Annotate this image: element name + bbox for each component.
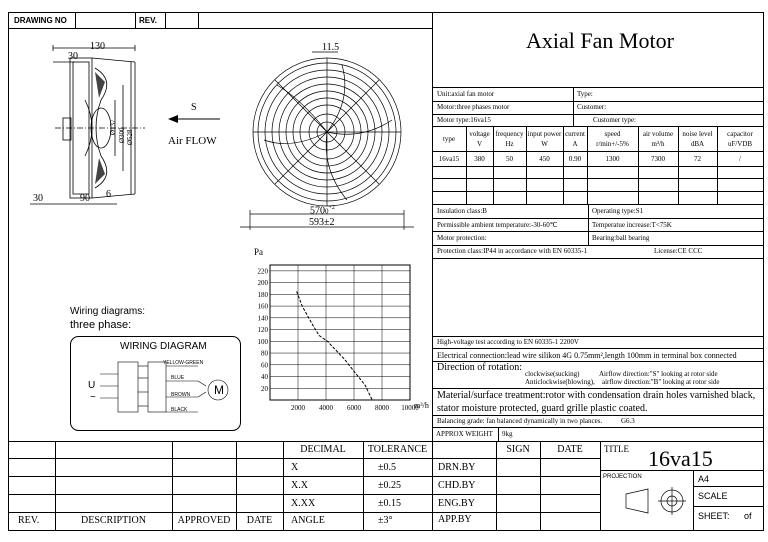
- page-title: Axial Fan Motor: [526, 28, 674, 53]
- spec-customer-type: Customer type:: [593, 116, 636, 124]
- spec-clockwise: clockwise(sucking): [525, 370, 580, 378]
- motor-symbol: M: [214, 383, 224, 397]
- row-frequency: 50: [506, 155, 513, 163]
- tb-app: APP.BY: [438, 514, 472, 525]
- wiring-phase: three phase:: [70, 319, 132, 331]
- x-tick-label: 2000: [291, 404, 305, 412]
- row-air-volume: 7300: [651, 155, 665, 163]
- airflow-arrow-icon: [168, 112, 220, 126]
- dim-30-bottom: 30: [33, 193, 43, 204]
- dim-30-top: 30: [68, 51, 78, 62]
- air-flow-label: Air FLOW: [168, 135, 217, 147]
- col-speed: speed: [604, 130, 621, 138]
- chart-ylabel: Pa: [254, 247, 263, 257]
- col-input-power-unit: W: [541, 140, 548, 148]
- dia-137: Ø137: [109, 119, 117, 135]
- row-voltage: 380: [474, 155, 485, 163]
- spec-airflow-b: airflow direction:"B" looking at rotor side: [602, 378, 720, 386]
- col-capacitor-unit: uF/VDB: [727, 140, 753, 148]
- col-noise: noise level: [682, 130, 713, 138]
- tb-tol-xx-val: ±0.25: [378, 480, 401, 491]
- tb-tol-angle: ANGLE: [291, 515, 325, 526]
- dim-11-5: 11.5: [322, 42, 340, 53]
- weight-label: APPROX WEIGHT: [436, 430, 493, 438]
- tb-of: of: [744, 511, 752, 521]
- dim-593: 593±2: [309, 217, 335, 228]
- spec-airflow-s: Airflow direction:"S" looking at rotor side: [599, 370, 718, 378]
- weight-value: 9kg: [502, 430, 513, 438]
- tb-drn: DRN.BY: [438, 462, 476, 473]
- tb-size: A4: [698, 474, 710, 484]
- tb-scale: SCALE: [698, 491, 728, 501]
- col-frequency: frequency: [495, 130, 524, 138]
- tb-date: DATE: [246, 515, 273, 526]
- col-voltage-unit: V: [476, 140, 483, 148]
- col-speed-unit: r/min+/-5%: [596, 140, 629, 148]
- y-tick-label: 60: [261, 361, 268, 370]
- spec-license: License:CE CCC: [654, 247, 703, 255]
- spec-bearing: Bearing:ball bearing: [592, 234, 650, 242]
- tb-rev: REV.: [18, 515, 40, 526]
- spec-electrical: Electrical connection:lead wire silikon 4G 0.75mm²,length 100mm in terminal box connected: [437, 351, 737, 360]
- drawing-no-label: DRAWING NO: [14, 16, 67, 25]
- tb-tol-xx: X.X: [291, 480, 308, 491]
- tb-tol-xxx: X.XX: [291, 498, 316, 509]
- chart-xlabel: m³/h: [414, 401, 429, 410]
- x-tick-label: 8000: [375, 404, 389, 412]
- tb-chd: CHD.BY: [438, 480, 476, 491]
- row-input-power: 450: [539, 155, 550, 163]
- spec-customer: Customer:: [577, 103, 607, 111]
- wire-yellow-green: YELLOW-GREEN: [163, 360, 204, 366]
- tb-title-value: 16va15: [648, 446, 713, 471]
- dia-300: Ø300: [118, 127, 126, 143]
- dim-90: 90: [80, 193, 90, 204]
- dia-528: Ø528: [126, 129, 134, 145]
- tb-approved: APPROVED: [177, 515, 231, 526]
- wiring-label: Wiring diagrams:: [70, 306, 146, 317]
- spec-material: Material/surface treatment:rotor with condensation drain holes varnished black,: [437, 390, 756, 401]
- chart-frame: [270, 265, 410, 400]
- y-tick-label: 100: [257, 337, 268, 346]
- wiring-box-title: WIRING DIAGRAM: [120, 341, 207, 352]
- spec-motor-type: Motor type:16va15: [437, 116, 491, 124]
- tb-tolerance: TOLERANCE: [367, 444, 428, 455]
- tb-tol-angle-val: ±3°: [378, 515, 393, 526]
- x-tick-label: 6000: [347, 404, 361, 412]
- tilde-label: ~: [90, 392, 96, 403]
- y-tick-label: 160: [257, 302, 268, 311]
- col-air-volume: air volume: [642, 130, 674, 138]
- row-capacitor: /: [739, 155, 741, 163]
- y-tick-label: 40: [261, 373, 268, 382]
- dim-130: 130: [90, 41, 105, 52]
- spec-temp-increase: Temperatue increase:T<75K: [592, 221, 672, 229]
- row-noise: 72: [694, 155, 701, 163]
- y-tick-label: 20: [261, 384, 268, 393]
- tb-date2: DATE: [557, 444, 583, 455]
- dim-570: $5700^{+2}$: [310, 205, 335, 217]
- col-current-unit: A: [572, 140, 578, 148]
- spec-type: Type:: [577, 90, 593, 98]
- spec-direction-title: Direction of rotation:: [437, 362, 522, 373]
- spec-balancing: Balancing grade: fan balanced dynamically in two plances.: [437, 417, 603, 425]
- wire-brown: BROWN: [171, 392, 191, 398]
- y-tick-label: 140: [257, 314, 268, 323]
- y-tick-label: 80: [261, 349, 268, 358]
- spec-insulation: Insulation class:B: [437, 207, 487, 215]
- rev-label: REV.: [139, 16, 157, 25]
- x-tick-label: 10000: [401, 404, 419, 412]
- tb-tol-xxx-val: ±0.15: [378, 498, 401, 509]
- pressure-curve: [297, 291, 373, 400]
- y-tick-label: 220: [257, 267, 268, 276]
- spec-g63: G6.3: [621, 417, 635, 425]
- tb-sheet: SHEET:: [698, 511, 730, 521]
- y-tick-label: 120: [257, 326, 268, 335]
- col-capacitor: capacitor: [727, 130, 753, 138]
- tb-decimal: DECIMAL: [300, 444, 346, 455]
- tb-sign: SIGN: [506, 444, 530, 455]
- tb-projection: PROJECTION: [603, 474, 642, 480]
- tb-title-label: TITLE: [604, 444, 629, 454]
- dim-6: 6: [106, 189, 111, 200]
- spec-operating: Operating type:S1: [592, 207, 644, 215]
- projection-symbol-icon: [622, 486, 688, 516]
- y-tick-label: 180: [257, 290, 268, 299]
- spec-hv-test: High-voltage test according to EN 60335-1 2200V: [437, 338, 579, 346]
- spec-protection-class: Protection class:IP44 in accordance with EN 60335-1: [437, 247, 588, 255]
- x-tick-label: 4000: [319, 404, 333, 412]
- spec-protection: Motor protection:: [437, 234, 487, 242]
- col-frequency-unit: Hz: [505, 140, 514, 148]
- col-input-power: input power: [527, 130, 562, 138]
- row-current: 0.90: [568, 155, 582, 163]
- col-voltage: voltage: [469, 130, 490, 138]
- pressure-chart: [250, 245, 432, 420]
- wire-blue: BLUE: [171, 375, 185, 381]
- col-noise-unit: dBA: [690, 140, 705, 148]
- col-type: type: [442, 135, 456, 143]
- row-type: 16va15: [438, 155, 460, 163]
- fan-side-view: [25, 40, 155, 215]
- tb-description: DESCRIPTION: [80, 515, 146, 526]
- spec-motor: Motor:three phases motor: [437, 103, 510, 111]
- spec-stator: stator moisture protected, guard grille plastic coated.: [437, 403, 648, 414]
- y-tick-label: 200: [257, 279, 268, 288]
- col-current: current: [565, 130, 585, 138]
- wire-black: BLACK: [171, 407, 188, 413]
- spec-unit: Unit:axial fan motor: [437, 90, 495, 98]
- tb-tol-x-val: ±0.5: [378, 462, 396, 473]
- tb-eng: ENG.BY: [438, 498, 475, 509]
- tb-tol-x: X: [291, 462, 299, 473]
- spec-anticlockwise: Anticlockwise(blowing),: [525, 378, 595, 386]
- airflow-s-label: S: [191, 102, 197, 113]
- u-label: U: [88, 380, 96, 391]
- spec-ambient: Permissible ambient temperature:-30-60℃: [437, 221, 558, 229]
- row-speed: 1300: [605, 155, 620, 163]
- col-air-volume-unit: m³/h: [651, 140, 665, 148]
